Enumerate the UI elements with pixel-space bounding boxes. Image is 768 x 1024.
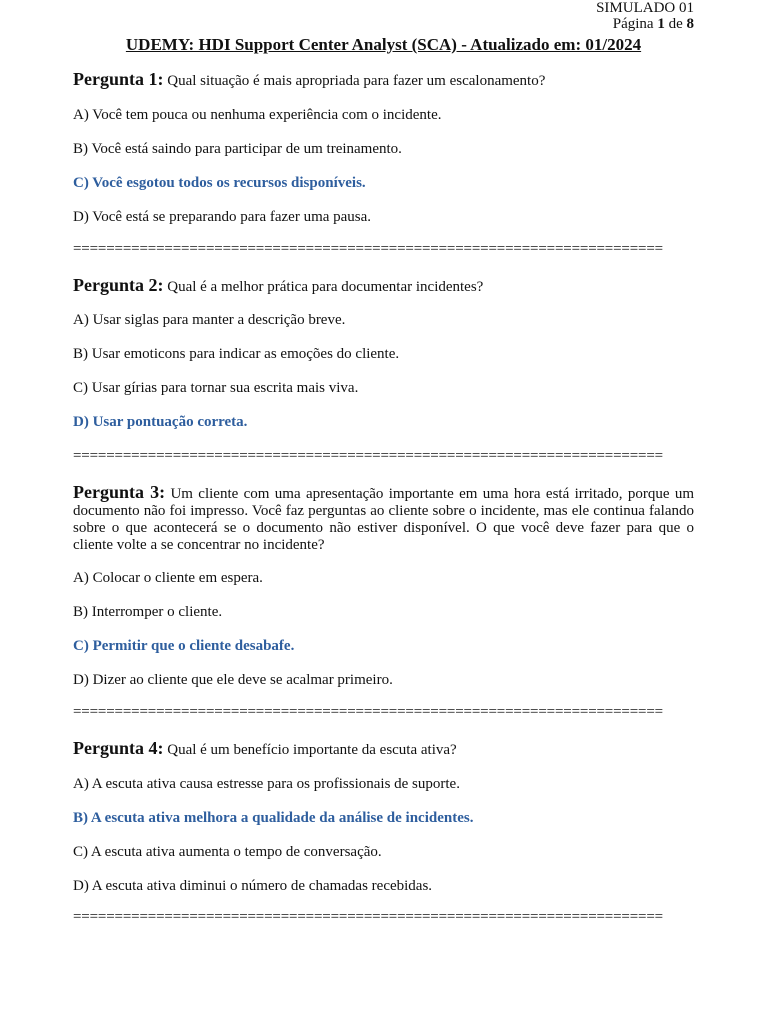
question-1-option-c: C) Você esgotou todos os recursos disponíveis. <box>73 175 366 191</box>
question-1-option-b: B) Você está saindo para participar de um treinamento. <box>73 141 402 157</box>
question-3-label: Pergunta 3: <box>73 482 166 502</box>
question-3-option-d: D) Dizer ao cliente que ele deve se acalmar primeiro. <box>73 672 393 688</box>
question-2-option-b: B) Usar emoticons para indicar as emoções do cliente. <box>73 346 400 362</box>
page-header <box>596 0 694 32</box>
page-mid: de <box>664 16 687 32</box>
question-4-option-b: B) A escuta ativa melhora a qualidade da análise de incidentes. <box>73 810 474 826</box>
question-3-option-a: A) Colocar o cliente em espera. <box>73 570 263 586</box>
separator: ======================================================================= <box>73 241 663 257</box>
question-1-text: Qual situação é mais apropriada para fazer um escalonamento? <box>167 73 546 89</box>
separator: ======================================================================= <box>73 704 663 720</box>
simulado-label: SIMULADO 01 <box>596 0 694 16</box>
question-4-heading <box>73 740 694 759</box>
question-4-label: Pergunta 4: <box>73 738 164 758</box>
question-3-text: Um cliente com uma apresentação importante em uma hora está irritado, porque um documento não foi impresso. Você faz perguntas ao cliente sobre o incidente, mas ele continua falando sobre o que acontecerá se o documento não estiver disponível. O que você deve fazer para que o cliente volte a se concentrar no incidente? <box>73 486 695 553</box>
question-1-heading <box>73 71 694 90</box>
page-prefix: Página <box>612 16 658 32</box>
question-1-label: Pergunta 1: <box>73 69 164 89</box>
question-3-option-b: B) Interromper o cliente. <box>73 604 223 620</box>
page-current: 1 <box>657 16 665 32</box>
question-4-option-a: A) A escuta ativa causa estresse para os profissionais de suporte. <box>73 776 460 792</box>
question-2 <box>73 275 694 430</box>
question-2-heading <box>73 277 694 296</box>
question-4-option-d: D) A escuta ativa diminui o número de chamadas recebidas. <box>73 878 433 894</box>
question-4-text: Qual é um benefício importante da escuta ativa? <box>167 742 457 758</box>
question-1-option-d: D) Você está se preparando para fazer uma pausa. <box>73 209 372 225</box>
question-4 <box>73 738 694 894</box>
document-title: UDEMY: HDI Support Center Analyst (SCA) - Atualizado em: 01/2024 <box>125 35 642 54</box>
question-1-option-a: A) Você tem pouca ou nenhuma experiência com o incidente. <box>73 107 442 123</box>
question-1 <box>73 69 694 225</box>
question-4-option-c: C) A escuta ativa aumenta o tempo de conversação. <box>73 844 382 860</box>
separator: ======================================================================= <box>73 909 663 925</box>
question-2-option-d: D) Usar pontuação correta. <box>73 414 248 430</box>
page-total: 8 <box>686 16 694 32</box>
page-indicator <box>596 16 694 32</box>
question-2-text: Qual é a melhor prática para documentar incidentes? <box>167 279 484 295</box>
question-2-label: Pergunta 2: <box>73 275 164 295</box>
separator: ======================================================================= <box>73 448 663 464</box>
question-3-heading <box>73 484 694 554</box>
question-3-option-c: C) Permitir que o cliente desabafe. <box>73 638 295 654</box>
question-2-option-a: A) Usar siglas para manter a descrição breve. <box>73 312 346 328</box>
question-2-option-c: C) Usar gírias para tornar sua escrita mais viva. <box>73 380 359 396</box>
question-3 <box>73 482 695 688</box>
